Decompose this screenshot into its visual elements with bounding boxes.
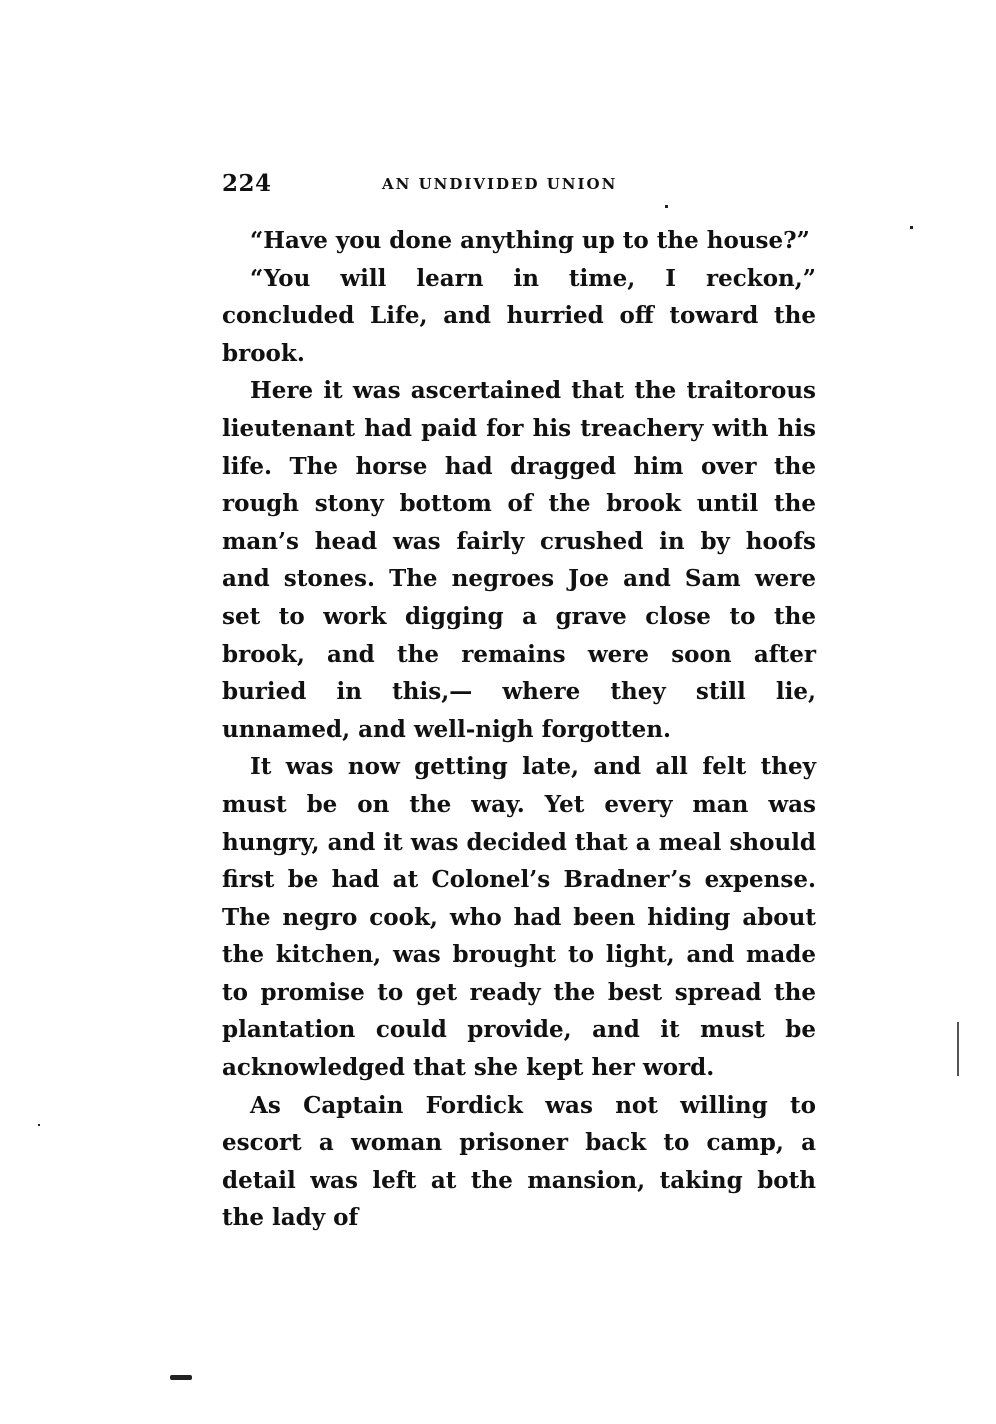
scan-speck	[957, 1022, 959, 1076]
paragraph: Here it was ascertained that the traitorous lieutenant had paid for his treachery with his life. The horse had dragged him over the rough stony bottom of the brook until the man’s head was fairly crushed in by hoofs and stones. The negroes Joe and Sam were set to work digging a grave close to the brook, and the remains were soon after buried in this,— where they still lie, unnamed, and well-nigh forgotten.	[222, 377, 816, 743]
scan-speck	[170, 1375, 192, 1380]
page-header	[222, 170, 822, 202]
paragraph: “You will learn in time, I reckon,” concluded Life, and hurried off toward the brook.	[222, 264, 816, 367]
paragraph: As Captain Fordick was not willing to escort a woman prisoner back to camp, a detail was left at the mansion, taking both the lady of	[222, 1091, 816, 1232]
page-number: 224	[222, 170, 272, 197]
paragraph: It was now getting late, and all felt they must be on the way. Yet every man was hungry, and it was decided that a meal should first be had at Colonel’s Bradner’s expense. The negro cook, who had been hiding about the kitchen, was brought to light, and made to promise to get ready the best spread the plantation could provide, and it must be acknowledged that she kept her word.	[222, 753, 816, 1082]
scan-speck	[910, 226, 913, 229]
scan-speck	[38, 1124, 40, 1126]
paragraph: “Have you done anything up to the house?”	[250, 227, 810, 254]
running-title: AN UNDIVIDED UNION	[382, 175, 618, 193]
body-text	[222, 222, 816, 1237]
scan-speck	[665, 205, 668, 208]
